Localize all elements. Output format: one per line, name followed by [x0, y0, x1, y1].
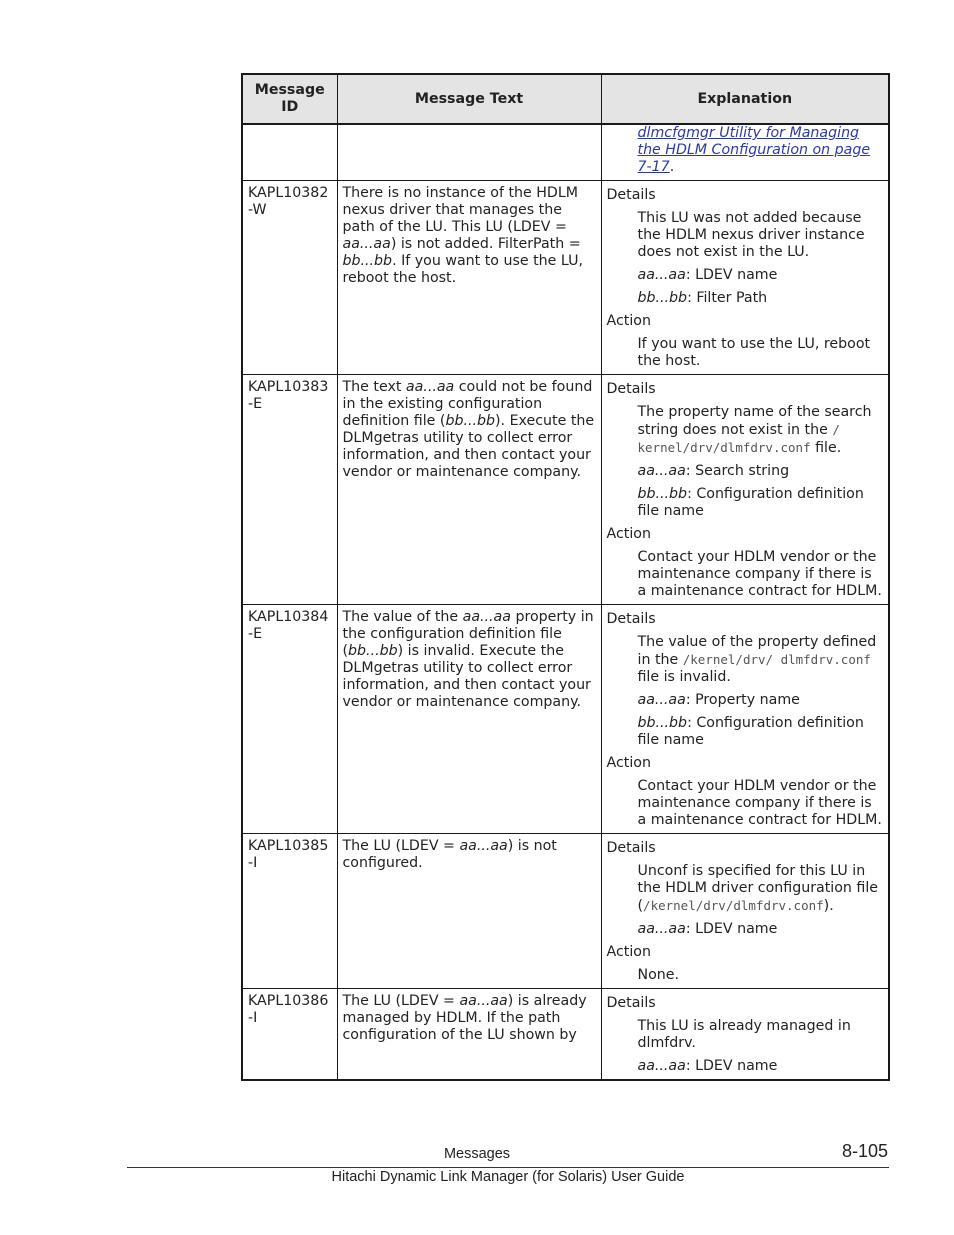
header-message-text: Message Text: [337, 74, 601, 124]
param-aa: aa...aa: LDEV name: [637, 1058, 778, 1074]
header-message-id: Message ID: [242, 74, 337, 124]
details-text: The property name of the search string does not exist in the / kernel/drv/dlmfdrv.conf file.: [637, 404, 872, 456]
param-aa: aa...aa: LDEV name: [637, 267, 778, 283]
param-aa: aa...aa: Search string: [637, 463, 790, 479]
details-label: Details: [606, 995, 656, 1011]
param-aa: aa...aa: LDEV name: [637, 921, 778, 937]
details-text: Unconf is specified for this LU in the HDLM driver configuration file (/kernel/drv/dlmfdrv.conf).: [637, 863, 879, 914]
param-bb: bb...bb: Configuration definition file name: [637, 486, 864, 519]
explanation: [601, 181, 889, 375]
message-text: The value of the aa...aa property in the configuration definition file (bb...bb) is invalid. Execute the DLMgetras utility to collect error information, and then contact your vendor or maintenance company.: [337, 605, 601, 834]
details-label: Details: [606, 187, 656, 203]
file-path: / kernel/drv/dlmfdrv.conf: [637, 422, 840, 455]
param-aa: aa...aa: Property name: [637, 692, 800, 708]
table-header-row: [242, 74, 889, 124]
details-label: Details: [606, 381, 656, 397]
action-text: Contact your HDLM vendor or the maintenance company if there is a maintenance contract for HDLM.: [637, 778, 882, 828]
message-id: KAPL10386 -I: [242, 989, 337, 1081]
link-period: .: [669, 159, 675, 175]
table-row: [242, 834, 889, 989]
action-label: Action: [606, 313, 651, 329]
message-id-cell: [242, 124, 337, 181]
table-row: [242, 375, 889, 605]
message-id: KAPL10385 -I: [242, 834, 337, 989]
explanation: [601, 605, 889, 834]
action-text: None.: [637, 967, 680, 983]
table-row-continuation: [242, 124, 889, 181]
footer-section-title: Messages: [443, 1146, 511, 1162]
message-text-cell: [337, 124, 601, 181]
explanation: [601, 375, 889, 605]
footer-page-number: 8-105: [841, 1141, 888, 1161]
details-text: The value of the property defined in the /kernel/drv/ dlmfdrv.conf file is invalid.: [637, 634, 877, 685]
action-label: Action: [606, 755, 651, 771]
footer-guide-title: Hitachi Dynamic Link Manager (for Solaris) User Guide: [331, 1169, 685, 1185]
table-row: [242, 989, 889, 1081]
table-row: [242, 605, 889, 834]
action-text: Contact your HDLM vendor or the maintenance company if there is a maintenance contract for HDLM.: [637, 549, 882, 599]
explanation: [601, 989, 889, 1081]
action-label: Action: [606, 526, 651, 542]
details-text: This LU is already managed in dlmfdrv.: [637, 1018, 851, 1051]
table-row: [242, 181, 889, 375]
footer-divider: [127, 1167, 889, 1168]
details-label: Details: [606, 611, 656, 627]
file-path: /kernel/drv/dlmfdrv.conf: [643, 898, 824, 913]
explanation: [601, 834, 889, 989]
messages-table: [241, 73, 890, 1081]
message-id: KAPL10384 -E: [242, 605, 337, 834]
file-path: /kernel/drv/ dlmfdrv.conf: [682, 652, 871, 667]
action-label: Action: [606, 944, 651, 960]
param-bb: bb...bb: Configuration definition file name: [637, 715, 864, 748]
details-label: Details: [606, 840, 656, 856]
message-text: The LU (LDEV = aa...aa) is already managed by HDLM. If the path configuration of the LU shown by: [337, 989, 601, 1081]
param-bb: bb...bb: Filter Path: [637, 290, 768, 306]
cross-reference-link[interactable]: dlmcfgmgr Utility for Managing the HDLM Configuration on page 7-17: [637, 125, 871, 175]
message-id: KAPL10383 -E: [242, 375, 337, 605]
message-id: KAPL10382 -W: [242, 181, 337, 375]
message-text: There is no instance of the HDLM nexus driver that manages the path of the LU. This LU (LDEV = aa...aa) is not added. FilterPath = bb...bb. If you want to use the LU, reboot the host.: [337, 181, 601, 375]
explanation-cell: [601, 124, 889, 181]
header-explanation: Explanation: [601, 74, 889, 124]
message-text: The LU (LDEV = aa...aa) is not configured.: [337, 834, 601, 989]
details-text: This LU was not added because the HDLM nexus driver instance does not exist in the LU.: [637, 210, 865, 260]
message-text: The text aa...aa could not be found in the existing configuration definition file (bb...bb). Execute the DLMgetras utility to collect error information, and then contact your vendor or maintenance company.: [337, 375, 601, 605]
action-text: If you want to use the LU, reboot the host.: [637, 336, 871, 369]
